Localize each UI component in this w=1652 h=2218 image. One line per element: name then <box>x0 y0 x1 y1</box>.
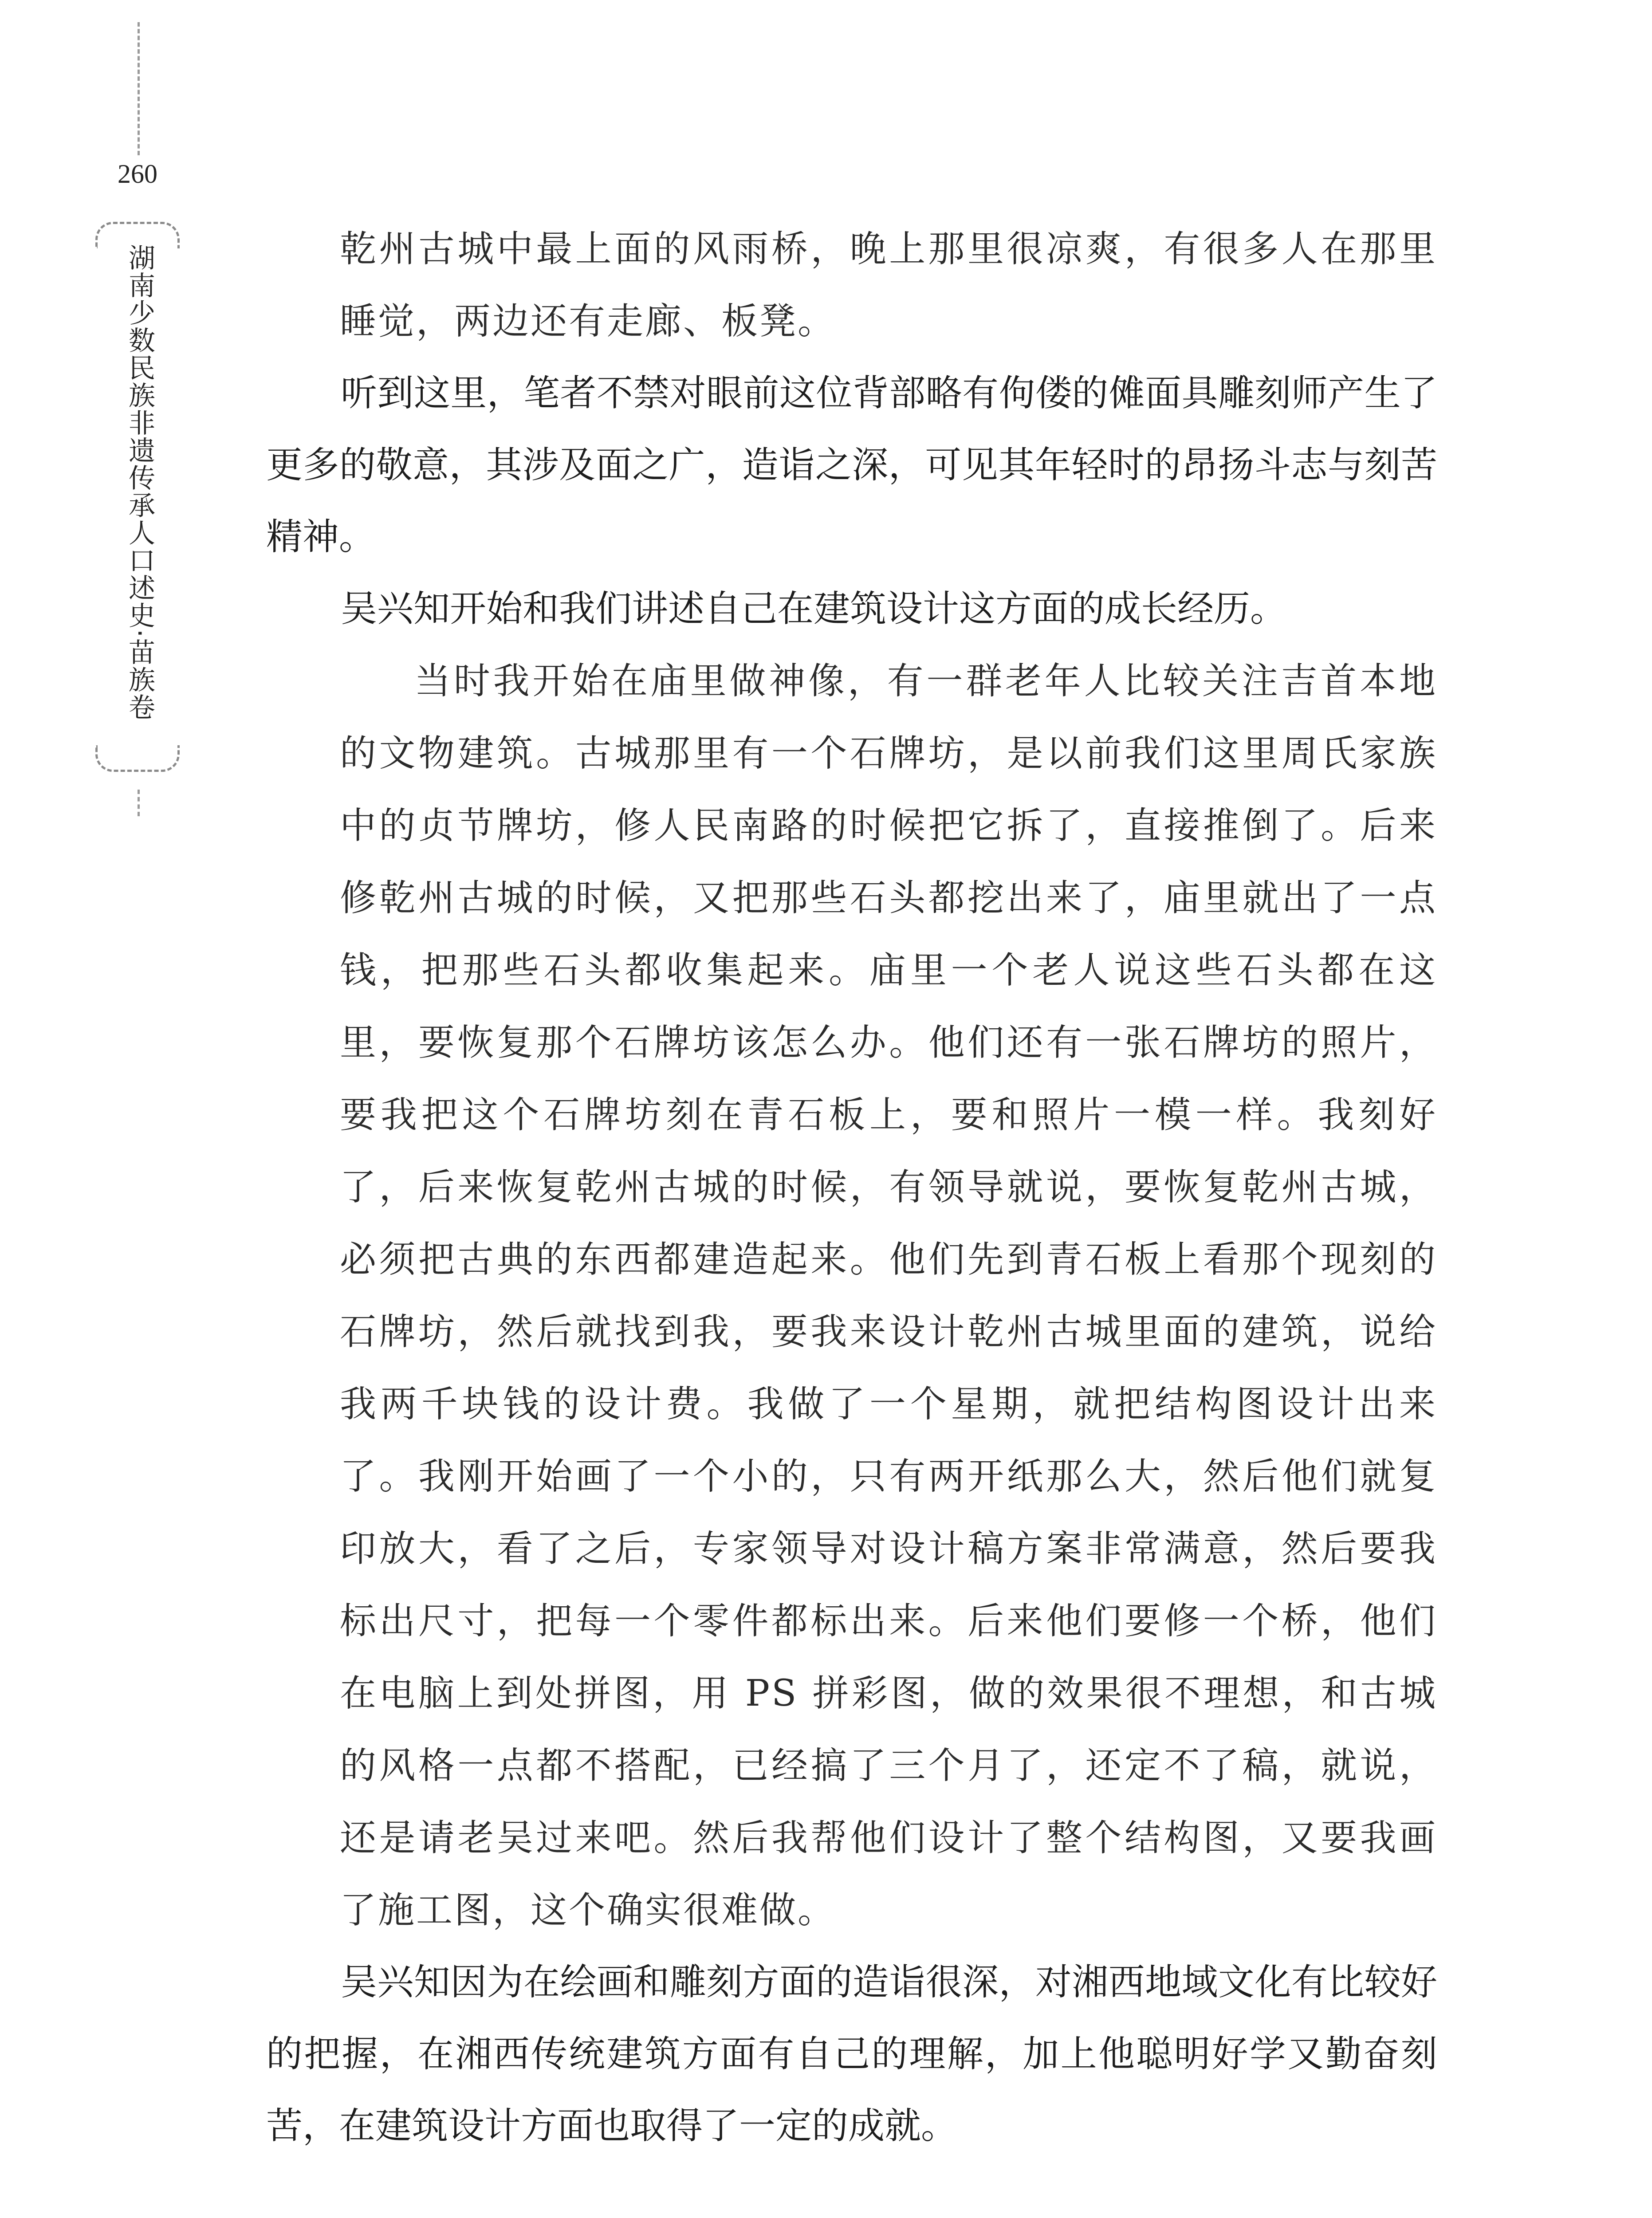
page-body <box>266 213 1437 2218</box>
series-title-block <box>95 226 180 763</box>
paragraph-1: 听到这里，笔者不禁对眼前这位背部略有佝偻的傩面具雕刻师产生了更多的敬意，其涉及面之广，造诣之深，可见其年轻时的昂扬斗志与刻苦精神。 <box>266 372 1437 558</box>
margin-dashed-rule-top <box>138 22 140 155</box>
paragraph-3: 吴兴知因为在绘画和雕刻方面的造诣很深，对湘西地域文化有比较好的把握，在湘西传统建筑方面有自己的理解，加上他聪明好学又勤奋刻苦，在建筑设计方面也取得了一定的成就。 <box>266 1961 1437 2147</box>
series-title: 湖南少数民族非遗传承人口述史·苗族卷 <box>124 244 155 721</box>
section-heading <box>340 2206 1437 2218</box>
paragraph-2: 吴兴知开始和我们讲述自己在建筑设计这方面的成长经历。 <box>341 588 1287 630</box>
series-title-bracket-bottom <box>95 745 180 772</box>
page-number: 260 <box>118 159 157 189</box>
quote-continuation: 乾州古城中最上面的风雨桥，晚上那里很凉爽，有很多人在那里睡觉，两边还有走廊、板凳。 <box>340 228 1437 342</box>
margin-dashed-rule-bottom <box>138 790 140 816</box>
quote-block: 当时我开始在庙里做神像，有一群老年人比较关注吉首本地的文物建筑。古城那里有一个石牌坊，是以前我们这里周氏家族中的贞节牌坊，修人民南路的时候把它拆了，直接推倒了。后来修乾州古城的时候，又把那些石头都挖出来了，庙里就出了一点钱，把那些石头都收集起来。庙里一个老人说这些石头都在这里，要恢复那个石牌坊该怎么办。他们还有一张石牌坊的照片，要我把这个石牌坊刻在青石板上，要和照片一模一样。我刻好了，后来恢复乾州古城的时候，有领导就说，要恢复乾州古城，必须把古典的东西都建造起来。他们先到青石板上看那个现刻的石牌坊，然后就找到我，要我来设计乾州古城里面的建筑，说给我两千块钱的设计费。我做了一个星期，就把结构图设计出来了。我刚开始画了一个小的，只有两开纸那么大，然后他们就复印放大，看了之后，专家领导对设计稿方案非常满意，然后要我标出尺寸，把每一个零件都标出来。后来他们要修一个桥，他们在电脑上到处拼图，用 PS 拼彩图，做的效果很不理想，和古城的风格一点都不搭配，已经搞了三个月了，还定不了稿，就说，还是请老吴过来吧。然后我帮他们设计了整个结构图，又要我画了施工图，这个确实很难做。 <box>340 660 1437 1931</box>
